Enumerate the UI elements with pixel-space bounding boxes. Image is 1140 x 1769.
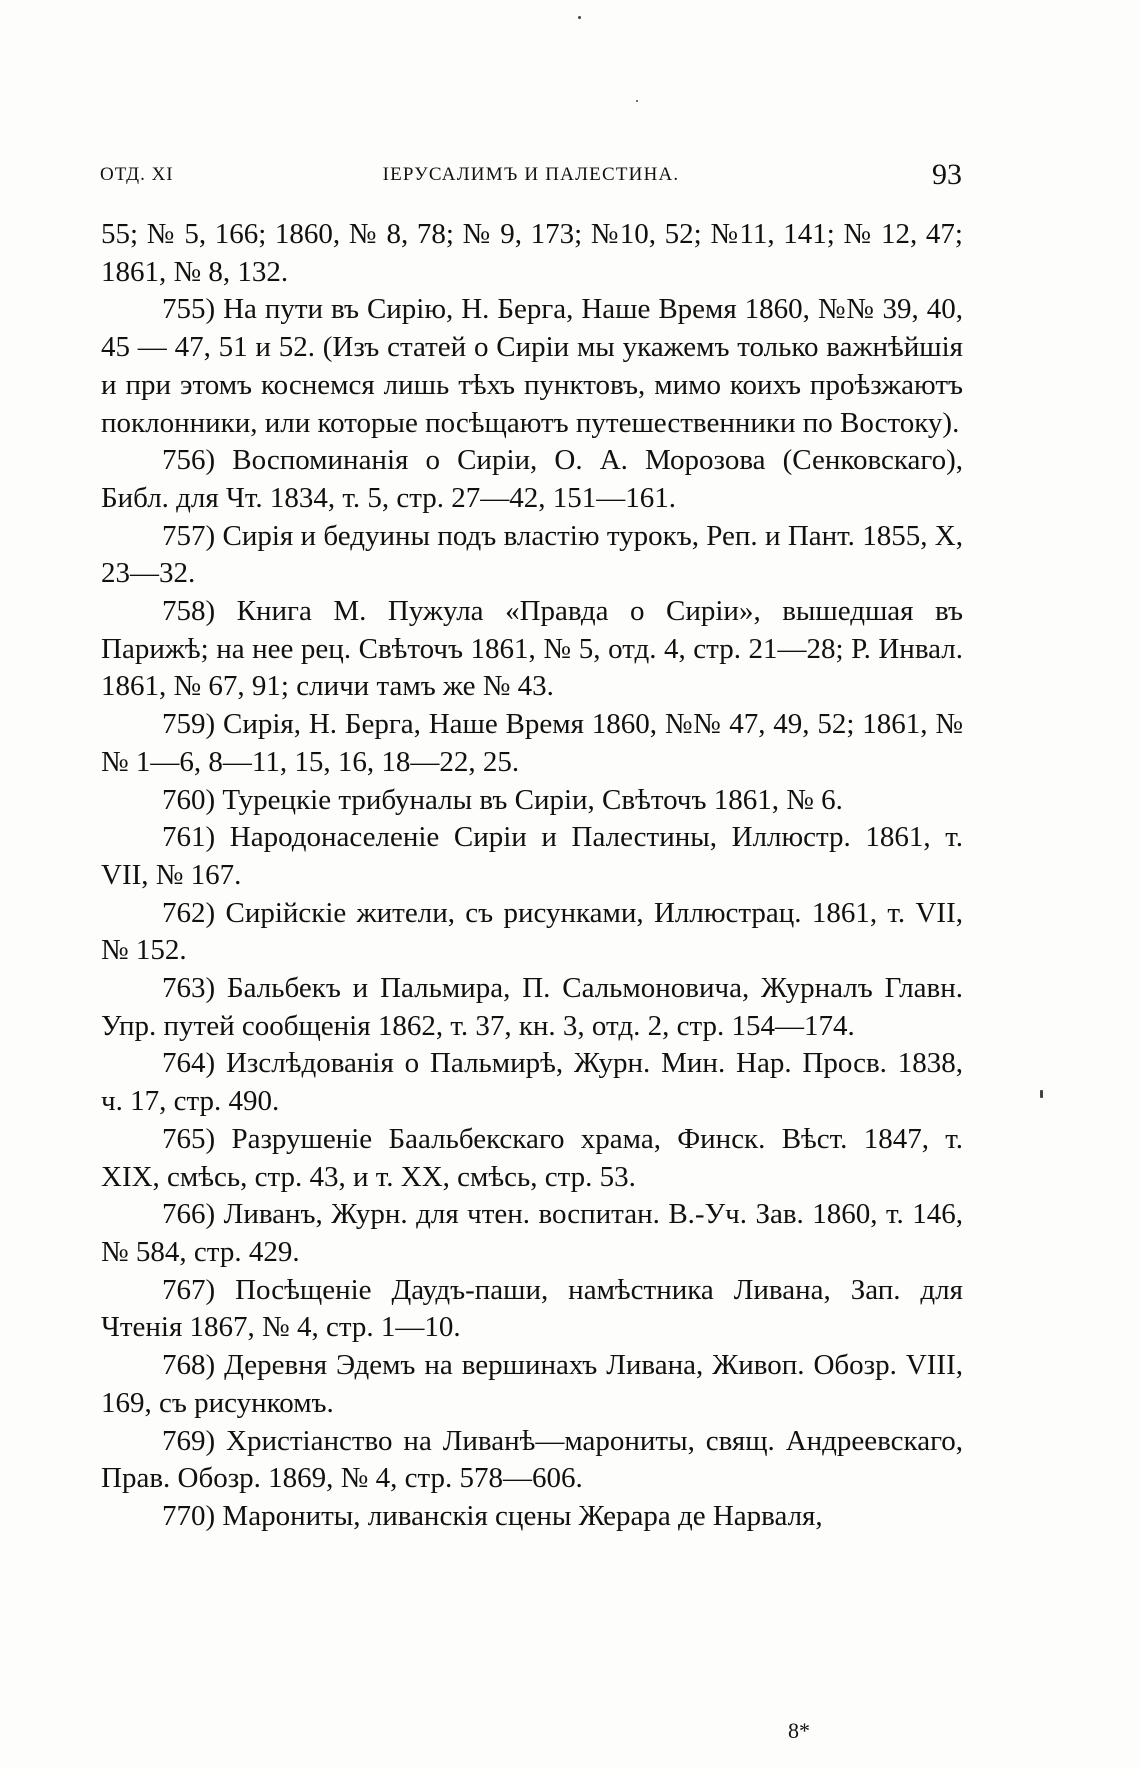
entry-761: 761) Народонаселеніе Сиріи и Палестины, Иллюстр. 1861, т. VII, № 167.: [101, 821, 963, 891]
entry-770: 770) Марониты, ливанскія сцены Жерара де Нарваля,: [162, 1499, 823, 1532]
running-title: ІЕРУСАЛИМЪ И ПАЛЕСТИНА.: [382, 164, 680, 185]
entry-756: 756) Воспоминанія о Сиріи, О. А. Морозова (Сенковскаго), Библ. для Чт. 1834, т. 5, стр. 27—42, 151—161.: [101, 444, 963, 514]
print-speck: [1040, 1090, 1043, 1098]
continuation-paragraph: 55; № 5, 166; 1860, № 8, 78; № 9, 173; №10, 52; №11, 141; № 12, 47; 1861, № 8, 132.: [101, 218, 963, 288]
entry-769: 769) Христіанство на Ливанѣ—марониты, свящ. Андреевскаго, Прав. Обозр. 1869, № 4, стр. 578—606.: [101, 1424, 963, 1495]
section-label: ОТД. XI: [100, 164, 174, 185]
page-number: 93: [932, 158, 962, 191]
bibliography-text: [101, 216, 963, 1536]
entry-766: 766) Ливанъ, Журн. для чтен. воспитан. В.-Уч. Зав. 1860, т. 146, № 584, стр. 429.: [101, 1198, 963, 1268]
entry-759: 759) Сирія, Н. Берга, Наше Время 1860, №№ 47, 49, 52; 1861, №№ 1—6, 8—11, 15, 16, 18—22, 25.: [101, 708, 963, 778]
entry-767: 767) Посѣщеніе Даудъ-паши, намѣстника Ливана, Зап. для Чтенія 1867, № 4, стр. 1—10.: [101, 1273, 963, 1344]
entry-762: 762) Сирійскіе жители, съ рисунками, Иллюстрац. 1861, т. VII, № 152.: [101, 896, 963, 967]
entry-755: 755) На пути въ Сирію, Н. Берга, Наше Время 1860, №№ 39, 40, 45 — 47, 51 и 52. (Изъ статей о Сиріи мы укажемъ только важнѣйшія и при этомъ коснемся лишь тѣхъ пунктовъ, мимо коихъ проѣзжаютъ поклонники, или которые посѣщаютъ путешественники по Востоку).: [101, 293, 963, 439]
entry-764: 764) Изслѣдованія о Пальмирѣ, Журн. Мин. Нар. Просв. 1838, ч. 17, стр. 490.: [101, 1047, 963, 1118]
entry-757: 757) Сирія и бедуины подъ властію турокъ, Реп. и Пант. 1855, X, 23—32.: [101, 519, 963, 590]
entry-765: 765) Разрушеніе Баальбекскаго храма, Финск. Вѣст. 1847, т. XIX, смѣсь, стр. 43, и т. XX, смѣсь, стр. 53.: [101, 1122, 963, 1193]
entry-758: 758) Книга М. Пужула «Правда о Сиріи», вышедшая въ Парижѣ; на нее рец. Свѣточъ 1861, № 5, отд. 4, стр. 21—28; Р. Инвал. 1861, № 67, 91; сличи тамъ же № 43.: [101, 595, 963, 703]
print-speck: [636, 100, 638, 102]
entry-763: 763) Бальбекъ и Пальмира, П. Сальмоновича, Журналъ Главн. Упр. путей сообщенія 1862, т. 37, кн. 3, отд. 2, стр. 154—174.: [101, 972, 963, 1042]
entry-760: 760) Турецкіе трибуналы въ Сиріи, Свѣточъ 1861, № 6.: [162, 783, 843, 816]
running-header: [100, 158, 962, 198]
entry-768: 768) Деревня Эдемъ на вершинахъ Ливана, Живоп. Обозр. VIII, 169, съ рисункомъ.: [101, 1349, 963, 1419]
signature-mark: 8*: [788, 1718, 810, 1743]
print-speck: [578, 16, 581, 19]
